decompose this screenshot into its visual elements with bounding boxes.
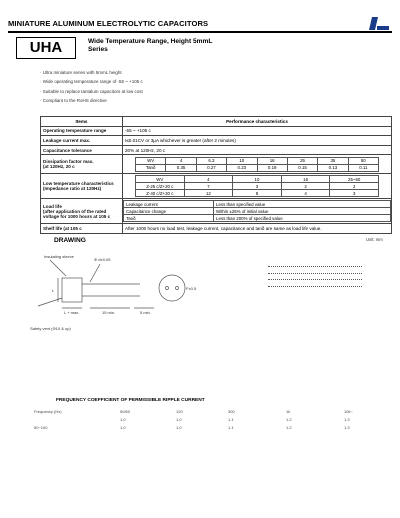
label-dia: Φ d±0.05: [94, 257, 111, 262]
feature-list: [40, 70, 143, 107]
lt-cell: Z-40 c/Z+20 c: [136, 190, 185, 197]
tolerance-label: Capacitance tolerance: [41, 145, 123, 155]
df-cell: 0.19: [257, 164, 287, 171]
ripple-cell: 1.2: [286, 425, 292, 430]
ripple-cell: 1.3: [344, 417, 350, 422]
lowtemp-table: [135, 175, 379, 197]
lt-cell: 2: [330, 183, 379, 190]
ripple-cell: 1.0: [120, 417, 126, 422]
feature-item: · Suitable to replace tantalum capacitors at low cost: [40, 88, 143, 94]
ripple-title: FREQUENCY COEFFICIENT OF PERMISSIBLE RIPPLE CURRENT: [56, 398, 205, 403]
feature-item: · Ultra miniature series with 5mmL height: [40, 70, 122, 75]
ripple-cell: 1.1: [228, 425, 234, 430]
lt-cell: 16: [281, 176, 330, 183]
ll-value: Within ±25% of initial value: [214, 208, 391, 215]
ripple-cell: Frequency (Hz): [34, 409, 62, 414]
df-cell: 0.27: [196, 164, 226, 171]
lt-cell: 12: [184, 190, 233, 197]
ripple-cell: 1.2: [286, 417, 292, 422]
drawing-unit: Unit: mm: [366, 237, 383, 242]
ll-value: Less than specified value: [214, 201, 391, 208]
op-temp-value: -55 ~ +105 c: [123, 126, 392, 136]
capacitor-drawing: [30, 250, 210, 340]
dissipation-label: [41, 155, 123, 174]
lowtemp-label-2: (Impedance ratio at 120Hz): [43, 186, 102, 192]
ripple-cell: 1.3: [344, 425, 350, 430]
df-cell: Tanδ: [136, 164, 166, 171]
df-cell: 4: [166, 157, 196, 164]
dimension-table: [268, 266, 362, 292]
ripple-table: [24, 409, 392, 433]
lowtemp-label-1: Low temperature characteristics: [43, 181, 114, 187]
ll-value: Less than 200% of specified value: [214, 215, 391, 222]
feature-item: · Wide operating temperature range of -55 ~ +105 c: [40, 79, 143, 85]
feature-item: · Compliant to the RoHS directive: [40, 97, 107, 103]
dimension-row: [268, 266, 362, 269]
leakage-value: I≤0.01CV or 3μA whichever is greater (after 2 minutes): [123, 136, 392, 146]
capacitor-body: [62, 278, 82, 302]
lt-cell: 8: [233, 190, 282, 197]
label-safety: Safety vent (Φ10 & up): [30, 326, 71, 331]
header-rule: [8, 31, 392, 33]
page-header-title: MINIATURE ALUMINUM ELECTROLYTIC CAPACITORS: [8, 19, 209, 28]
df-cell: 0.11: [348, 164, 378, 171]
lt-cell: 4: [281, 190, 330, 197]
shelf-label: Shelf life (at 105 c: [41, 224, 123, 234]
label-l2: L + max.: [64, 310, 80, 315]
ripple-cell: 1.1: [228, 417, 234, 422]
ripple-cell: 10k~: [344, 409, 353, 414]
spec-header-perf: Performance characteristics: [123, 117, 392, 127]
tolerance-value: 20% at 120Hz, 20 c: [123, 145, 392, 155]
brand-logo: [366, 15, 390, 32]
df-cell: 16: [257, 157, 287, 164]
label-15: 15 min.: [102, 310, 116, 315]
label-pf: F±0.5: [186, 286, 197, 291]
drawing-title: DRAWING: [54, 237, 86, 244]
dimension-row: [268, 279, 362, 282]
lt-cell: 10: [233, 176, 282, 183]
series-badge: UHA: [16, 37, 76, 59]
lt-cell: 3: [330, 190, 379, 197]
ripple-cell: 1.0: [176, 417, 182, 422]
lowtemp-cell: [123, 174, 392, 199]
lt-cell: 2: [281, 183, 330, 190]
ripple-row: [24, 417, 392, 425]
subtitle-line-2: Series: [88, 46, 108, 54]
ripple-header-row: [24, 409, 392, 417]
df-cell: 35: [318, 157, 348, 164]
df-cell: 0.35: [166, 164, 196, 171]
capacitor-end-view: [159, 275, 185, 301]
df-cell: 25: [287, 157, 317, 164]
lt-cell: Z-25 c/Z+20 c: [136, 183, 185, 190]
label-5: 5 min.: [140, 310, 151, 315]
dimension-row: [268, 273, 362, 276]
leakage-label: Leakage current max.: [41, 136, 123, 146]
label-insulating: Insulating sleeve: [44, 254, 74, 259]
ripple-cell: 1.0: [120, 425, 126, 430]
ripple-cell: 300: [228, 409, 235, 414]
dissipation-cell: [123, 155, 392, 174]
df-cell: 0.23: [227, 164, 257, 171]
lt-cell: 3: [233, 183, 282, 190]
lt-cell: 4: [184, 176, 233, 183]
ll-item: Capacitance change: [124, 208, 214, 215]
lt-cell: WV: [136, 176, 185, 183]
loadlife-label-1: Load life: [43, 203, 62, 209]
df-cell: 6.3: [196, 157, 226, 164]
op-temp-label: Operating temperature range: [41, 126, 123, 136]
spec-table: [40, 116, 392, 234]
df-cell: 50: [348, 157, 378, 164]
df-cell: 0.13: [318, 164, 348, 171]
ll-item: Leakage current: [124, 201, 214, 208]
ripple-cell: 50/60: [120, 409, 131, 414]
loadlife-table: [123, 200, 391, 222]
ripple-cell: 1k: [286, 409, 291, 414]
df-cell: 10: [227, 157, 257, 164]
series-subtitle: [88, 38, 288, 55]
dissipation-label-1: Dissipation factor max.: [43, 159, 94, 165]
loadlife-label: [41, 199, 123, 224]
ll-item: Tanδ: [124, 215, 214, 222]
dissipation-table: [135, 157, 379, 172]
ripple-cell: 120: [176, 409, 183, 414]
lowtemp-label: [41, 174, 123, 199]
subtitle-line-1: Wide Temperature Range, Height 5mmL: [88, 38, 213, 45]
ripple-cell: 1.0: [176, 425, 182, 430]
loadlife-label-2: (after application of the rated: [43, 208, 107, 214]
ripple-row: [24, 425, 392, 433]
ripple-cell: 50~100: [34, 425, 48, 430]
label-l: L: [52, 288, 55, 293]
loadlife-label-3: voltage for 1000 hours at 105 c: [43, 213, 111, 219]
lt-cell: 7: [184, 183, 233, 190]
lt-cell: 25~50: [330, 176, 379, 183]
shelf-value: After 1000 hours no load test, leakage current, capacitance and tanδ are same as load life value.: [123, 224, 392, 234]
dimension-row: [268, 286, 362, 289]
loadlife-cell: [123, 199, 392, 224]
spec-header-items: Items: [41, 117, 123, 127]
df-cell: 0.15: [287, 164, 317, 171]
dissipation-label-2: (at 120Hz, 20 c: [43, 164, 75, 170]
df-cell: WV: [136, 157, 166, 164]
